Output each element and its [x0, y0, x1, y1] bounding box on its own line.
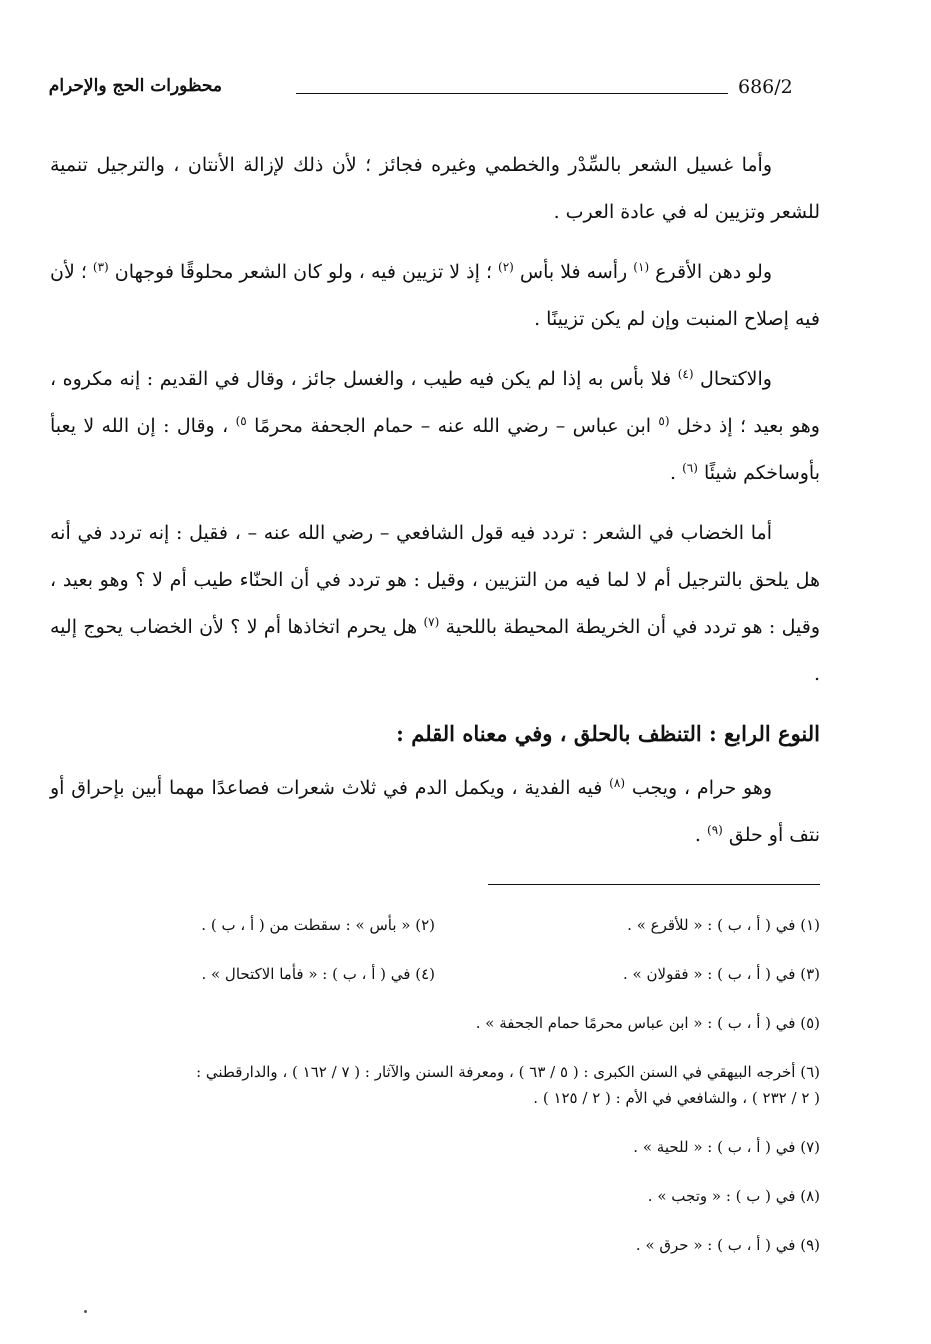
footnote-separator — [488, 884, 820, 885]
footnote-ref-5-close: ٥) — [235, 414, 247, 428]
paragraph-3: والاكتحال $^{(٤)}$ فلا بأس به إذا لم يكن فيه طيب ، والغسل جائز ، وقال في القديم : إنه مكروه ، وهو بعيد ؛ إذ دخل $^{(٥}$ ابن عباس – رضي الله عنه – حمام الجحفة محرمًا $^{٥)}$ ، وقال : إن الله لا يعبأ بأوساخكم شيئًا $^{(٦)}$ . — [50, 367, 820, 484]
section-heading: النوع الرابع : التنظف بالحلق ، وفي معناه القلم : — [396, 721, 820, 746]
footnote-9: (٩) في ( أ ، ب ) : « حرق » . — [635, 1236, 820, 1254]
footnote-ref-3: (٣) — [92, 260, 109, 274]
paragraph-4: أما الخضاب في الشعر : تردد فيه قول الشافعي – رضي الله عنه – ، فقيل : إنه تردد في أنه هل يلحق بالترجيل أم لا لما فيه من التزيين ، وقيل : هو تردد في أن الحنّاء طيب أم لا ؟ وهو بعيد ، وقيل : هو تردد في أن الخريطة المحيطة باللحية $^{(٧)}$ هل يحرم اتخاذها أم لا ؟ لأن الخضاب يحوج إليه . — [50, 522, 820, 685]
footnote-1: (١) في ( أ ، ب ) : « للأقرع » . — [627, 916, 820, 934]
footnote-ref-2: (٢) — [498, 260, 514, 274]
footnote-ref-8: (٨) — [609, 776, 625, 790]
footnotes — [50, 912, 820, 1281]
footnote-ref-5-open: (٥ — [658, 414, 670, 428]
footnote-ref-6: (٦) — [682, 461, 698, 475]
footnote-ref-4: (٤) — [677, 367, 694, 381]
footnote-3: (٣) في ( أ ، ب ) : « فقولان » . — [623, 965, 820, 983]
footnote-5: (٥) في ( أ ، ب ) : « ابن عباس محرمًا حمام الجحفة » . — [475, 1014, 820, 1032]
page-header — [48, 76, 822, 106]
footnote-row — [50, 912, 820, 938]
running-title: محظورات الحج والإحرام — [48, 76, 222, 96]
footnote-ref-7: (٧) — [423, 615, 440, 629]
footnote-8: (٨) في ( ب ) : « وتجب » . — [647, 1187, 820, 1205]
scan-speck — [84, 1310, 87, 1313]
header-rule — [296, 93, 728, 94]
footnote-row — [50, 961, 820, 987]
footnote-7: (٧) في ( أ ، ب ) : « للحية » . — [633, 1138, 820, 1156]
footnote-ref-9: (٩) — [707, 823, 723, 837]
footnote-ref-1: (١) — [633, 260, 650, 274]
page-number: 686/2 — [738, 76, 793, 98]
footnote-4: (٤) في ( أ ، ب ) : « فأما الاكتحال » . — [201, 965, 435, 983]
paragraph-5: وهو حرام ، ويجب $^{(٨)}$ فيه الفدية ، ويكمل الدم في ثلاث شعرات فصاعدًا مهما أبين بإحراق أو نتف أو حلق $^{(٩)}$ . — [50, 776, 820, 846]
footnote-2: (٢) « بأس » : سقطت من ( أ ، ب ) . — [201, 916, 435, 934]
paragraph-2: ولو دهن الأقرع $^{(١)}$ رأسه فلا بأس $^{(٢)}$ ؛ إذ لا تزيين فيه ، ولو كان الشعر محلوقًا فوجهان $^{(٣)}$ ؛ لأن فيه إصلاح المنبت وإن لم يكن تزيينًا . — [49, 260, 820, 330]
paragraph-1: وأما غسيل الشعر بالسِّدْر والخطمي وغيره فجائز ؛ لأن ذلك لإزالة الأنتان ، والترجيل تنمية للشعر وتزيين له في عادة العرب . — [50, 154, 820, 223]
body-text — [50, 142, 820, 872]
footnote-6: (٦) أخرجه البيهقي في السنن الكبرى : ( ٥ / ٦٣ ) ، ومعرفة السنن والآثار : ( ٧ / ١٦٢ ) ، والدارقطني : ( ٢ / ٢٣٢ ) ، والشافعي في الأم : ( ٢ / ١٢٥ ) . — [196, 1063, 820, 1107]
